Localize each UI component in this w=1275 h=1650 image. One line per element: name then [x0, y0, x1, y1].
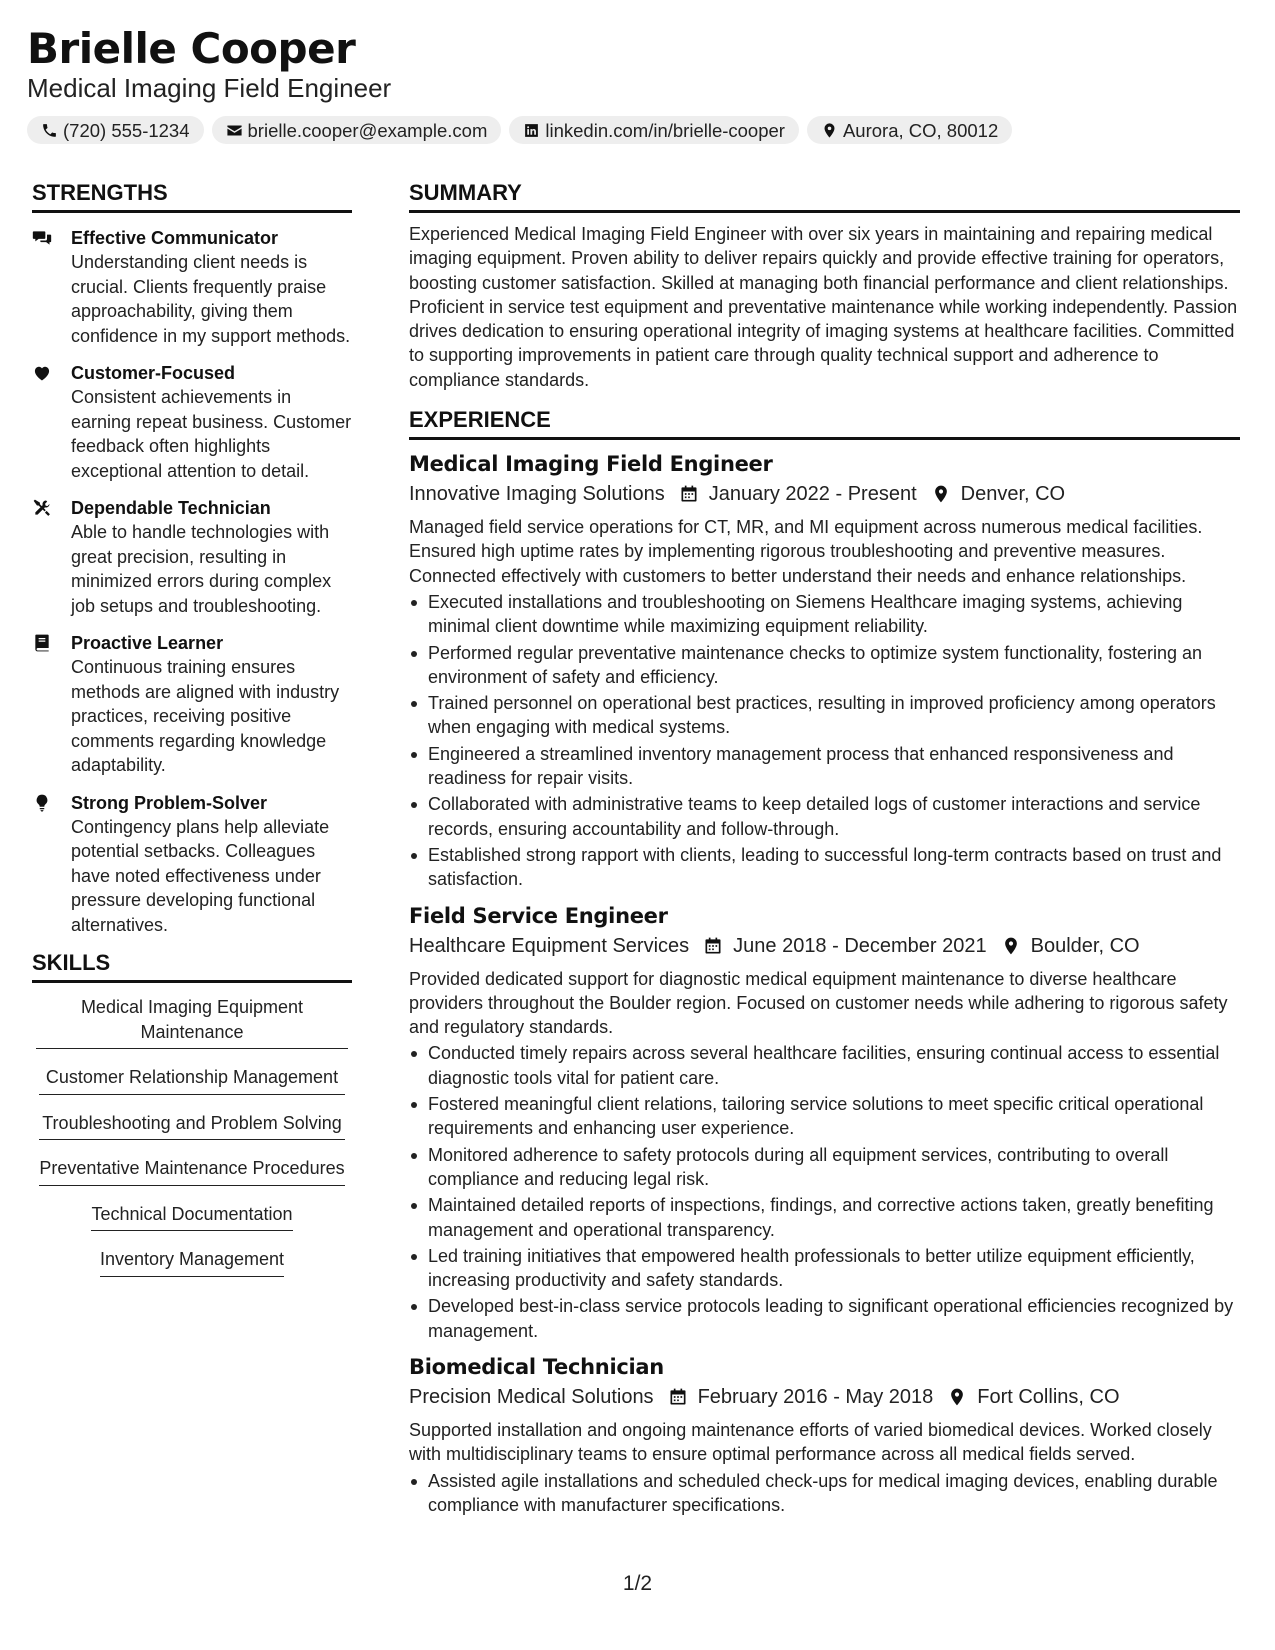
strength-title: Effective Communicator: [71, 228, 279, 248]
job-title: Medical Imaging Field Engineer: [409, 452, 773, 477]
job-dates: January 2022 - Present: [708, 483, 917, 506]
skills-heading: SKILLS: [32, 950, 352, 983]
job-dates: June 2018 - December 2021: [733, 934, 987, 957]
candidate-name: Brielle Cooper: [27, 24, 356, 73]
map-marker-icon: [947, 1387, 967, 1407]
job-bullet: Established strong rapport with clients, leading to successful long-term contracts based on trust and satisfaction.: [409, 843, 1240, 892]
job-meta: [409, 1382, 1240, 1412]
contact-phone[interactable]: [27, 116, 204, 144]
phone-icon: [41, 122, 58, 139]
contact-location[interactable]: [807, 116, 1012, 144]
contact-linkedin[interactable]: [509, 116, 799, 144]
strengths-list: [32, 226, 352, 937]
strengths-heading: STRENGTHS: [32, 180, 352, 213]
job-dates: February 2016 - May 2018: [697, 1385, 934, 1408]
map-marker-icon: [931, 484, 951, 504]
lightbulb-icon: [32, 793, 52, 813]
strength-desc: Continuous training ensures methods are aligned with industry practices, receiving positive comments regarding knowledge adaptability.: [71, 657, 340, 775]
job-description: Supported installation and ongoing maintenance efforts of varied biomedical devices. Worked closely with multidisciplinary teams to ensure optimal performance across all medical fields served.: [409, 1419, 1212, 1465]
strength-desc: Contingency plans help alleviate potential setbacks. Colleagues have noted effectiveness under pressure developing functional alternatives.: [71, 816, 330, 935]
calendar-icon: [679, 484, 699, 504]
job-company: Healthcare Equipment Services: [409, 934, 690, 957]
job-bullet: Led training initiatives that empowered health professionals to better utilize equipment efficiently, increasing productivity and safety standards.: [409, 1244, 1240, 1293]
job-bullets: [409, 1469, 1240, 1518]
job-bullet: Conducted timely repairs across several healthcare facilities, ensuring continual access to essential diagnostic tools vital for patient care.: [409, 1041, 1240, 1090]
job-bullet: Fostered meaningful client relations, tailoring service solutions to meet specific critical operational requirements and enhancing user experience.: [409, 1092, 1240, 1141]
strength-desc: Able to handle technologies with great precision, resulting in minimized errors during complex job setups and troubleshooting.: [71, 522, 332, 616]
strength-title: Customer-Focused: [71, 363, 236, 383]
job-meta: [409, 479, 1240, 509]
calendar-icon: [668, 1387, 688, 1407]
job-bullet: Maintained detailed reports of inspections, findings, and corrective actions taken, greatly benefiting management and operational transparency.: [409, 1193, 1240, 1242]
strength-desc: Consistent achievements in earning repeat business. Customer feedback often highlights exceptional attention to detail.: [71, 387, 352, 481]
job-bullet: Collaborated with administrative teams to keep detailed logs of customer interactions and service records, ensuring accountability and follow-through.: [409, 792, 1240, 841]
linkedin-text: linkedin.com/in/brielle-cooper: [545, 119, 785, 141]
resume-header: [27, 24, 1247, 144]
tools-icon: [32, 498, 52, 518]
job-bullet: Performed regular preventative maintenance checks to optimize system functionality, fostering an environment of safety and efficiency.: [409, 641, 1240, 690]
summary-heading: SUMMARY: [409, 180, 1240, 213]
skill-item: Customer Relationship Management: [39, 1065, 345, 1095]
strength-title: Strong Problem-Solver: [71, 792, 268, 813]
heart-icon: [32, 363, 52, 383]
comments-icon: [32, 228, 52, 248]
page-number: 1/2: [622, 1572, 653, 1595]
contact-email[interactable]: [212, 116, 502, 144]
strength-item: [32, 361, 352, 483]
experience-heading: EXPERIENCE: [409, 407, 1240, 440]
strength-desc: Understanding client needs is crucial. Clients frequently praise approachability, giving them confidence in my support methods.: [71, 252, 351, 346]
skill-item: Inventory Management: [100, 1247, 284, 1277]
job-title: Field Service Engineer: [409, 903, 668, 928]
job-bullet: Trained personnel on operational best practices, resulting in improved proficiency among operators when engaging with medical systems.: [409, 691, 1240, 740]
job-entry: [409, 1353, 1240, 1517]
job-description: Provided dedicated support for diagnostic medical equipment maintenance to diverse healthcare providers throughout the Boulder region. Focused on customer needs while adhering to rigorous safety and regulatory standards.: [409, 968, 1228, 1038]
job-description: Managed field service operations for CT, MR, and MI equipment across numerous medical facilities. Ensured high uptime rates by implementing rigorous troubleshooting and preventive measures. Connected effectively with customers to better understand their needs and enhance relationships.: [409, 517, 1203, 586]
envelope-icon: [226, 122, 243, 139]
right-column: [409, 180, 1240, 1519]
strength-item: [32, 226, 352, 348]
linkedin-icon: [523, 122, 540, 139]
job-bullet: Developed best-in-class service protocols leading to significant operational efficiencies recognized by management.: [409, 1294, 1240, 1343]
skill-item: Medical Imaging Equipment Maintenance: [36, 995, 348, 1049]
book-icon: [32, 633, 52, 653]
job-entry: [409, 902, 1240, 1343]
job-bullets: [409, 1041, 1240, 1343]
skill-item: Troubleshooting and Problem Solving: [39, 1111, 345, 1141]
location-text: Aurora, CO, 80012: [842, 119, 999, 141]
strength-item: [32, 791, 352, 938]
summary-text: Experienced Medical Imaging Field Engineer with over six years in maintaining and repairing medical imaging equipment. Proven ability to deliver repairs quickly and provide effective training for operators, boosting customer satisfaction. Skilled at managing both financial performance and client relationships. Proficient in service test equipment and preventative maintenance while working independently. Passion drives dedication to ensuring operational integrity of imaging systems at healthcare facilities. Committed to supporting improvements in patient care through quality technical support and adherence to compliance standards.: [409, 224, 1238, 390]
job-location: Denver, CO: [960, 483, 1066, 506]
job-bullet: Assisted agile installations and scheduled check-ups for medical imaging devices, enabling durable compliance with manufacturer specifications.: [409, 1469, 1240, 1518]
job-bullet: Executed installations and troubleshooting on Siemens Healthcare imaging systems, achieving minimal client downtime while maximizing equipment reliability.: [409, 590, 1240, 639]
left-column: [32, 180, 352, 1293]
map-marker-icon: [821, 122, 838, 139]
map-marker-icon: [1001, 936, 1021, 956]
skills-list: [32, 995, 352, 1293]
job-title: Biomedical Technician: [409, 1354, 664, 1379]
strength-item: [32, 631, 352, 778]
job-location: Boulder, CO: [1030, 934, 1140, 957]
contact-bar: [27, 116, 1247, 144]
strength-title: Dependable Technician: [71, 498, 271, 518]
job-meta: [409, 931, 1240, 961]
strength-item: [32, 496, 352, 618]
job-bullets: [409, 590, 1240, 892]
skill-item: Technical Documentation: [91, 1202, 292, 1232]
phone-text: (720) 555-1234: [63, 119, 190, 141]
job-entry: [409, 450, 1240, 891]
job-bullet: Engineered a streamlined inventory management process that enhanced responsiveness and readiness for repair visits.: [409, 742, 1240, 791]
job-location: Fort Collins, CO: [977, 1385, 1120, 1408]
strength-title: Proactive Learner: [71, 633, 224, 653]
calendar-icon: [703, 936, 723, 956]
job-company: Precision Medical Solutions: [409, 1385, 654, 1408]
job-bullet: Monitored adherence to safety protocols during all equipment services, contributing to overall compliance and reducing legal risk.: [409, 1143, 1240, 1192]
job-company: Innovative Imaging Solutions: [409, 483, 665, 506]
skill-item: Preventative Maintenance Procedures: [39, 1156, 345, 1186]
email-text: brielle.cooper@example.com: [247, 119, 488, 141]
candidate-headline: Medical Imaging Field Engineer: [27, 73, 392, 103]
